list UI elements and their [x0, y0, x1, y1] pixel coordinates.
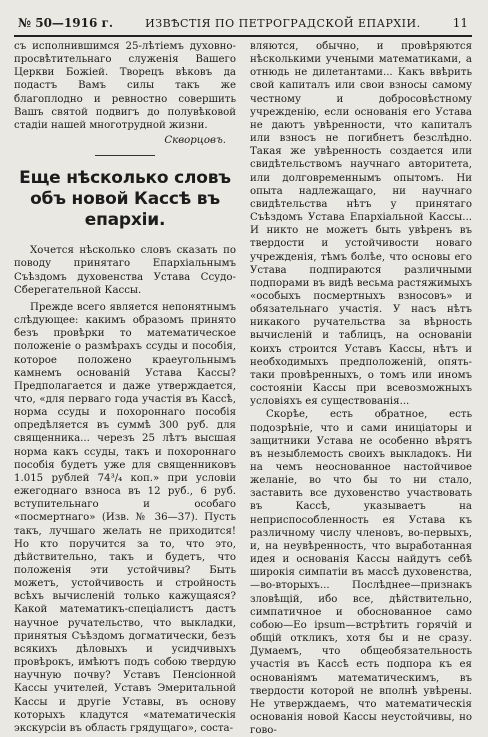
issue-number: № 50—1916 г.	[18, 16, 114, 30]
header-rule	[14, 35, 472, 37]
article-title: Еще нѣсколько словъ объ новой Кассѣ въ епархіи.	[19, 168, 231, 231]
page-number: 11	[452, 16, 468, 30]
signature: Скворцовъ.	[164, 135, 226, 147]
right-column	[250, 40, 472, 737]
intro-paragraph: съ исполнившимся 25-лѣтіемъ духовно-просвѣтительнаго служенія Вашего Церкви Божіей. Творецъ вѣковъ да подастъ Вамъ силы такъ же благоплодно и ревностно совершить Вашъ святой подвигъ до полувѣковой стадіи нашей многотрудной жизни.	[14, 41, 236, 131]
page-header	[14, 10, 472, 35]
section-divider	[95, 155, 155, 156]
running-title: ИЗВѢСТІЯ ПО ПЕТРОГРАДСКОЙ ЕПАРХІИ.	[145, 17, 421, 30]
article-paragraph: вляются, обычно, и провѣряются нѣсколькими учеными математиками, а отнюдь не дилетантами... Какъ ввѣрить свой капиталъ или свои взносы самому честному и добросовѣстному учрежденію, если основанія его Устава не даютъ увѣренности, что капиталъ или взносъ не погибнетъ безслѣдно. Такая же увѣренность создается или свидѣтельствомъ научнаго авторитета, или долговременнымъ опытомъ. Ни опыта надлежащаго, ни научнаго свидѣтельства нѣтъ у принятаго Съѣздомъ Устава Епархіальной Кассы... И никто не можетъ быть увѣренъ въ твердости и устойчивости новаго учрежденія, тѣмъ болѣе, что основы его Устава подпираются различными подпорами въ видѣ весьма растяжимыхъ «особыхъ посмертныхъ взносовъ» и обязательнаго участія. У насъ нѣтъ никакого ручательства за вѣрность вычисленій и таблицъ, на основаніи коихъ строится Уставъ Кассы, нѣтъ и необходимыхъ предположеній, опять-таки провѣренныхъ, о томъ или иномъ состояніи Кассы при всевозможныхъ условіяхъ ея существованія...	[250, 41, 472, 408]
text-columns	[14, 40, 472, 737]
left-column	[14, 40, 236, 737]
article-paragraph: Прежде всего является непонятнымъ слѣдующее: какимъ образомъ принято безъ провѣрки то математическое положеніе о размѣрахъ ссуды и пособія, которое положено краеугольнымъ камнемъ основаній Устава Кассы? Предполагается и даже утверждается, что, «для перваго года участія въ Кассѣ, норма ссуды и похороннаго пособія опредѣляется въ суммѣ 300 руб. для священника... черезъ 25 лѣтъ высшая норма какъ ссуды, такъ и похороннаго пособія будетъ уже для священниковъ 1.015 рублей 74³/₄ коп.» при условіи ежегоднаго взноса въ 12 руб., 6 руб. вступительнаго и особаго «посмертнаго» (Изв. № 36—37). Пусть такъ, лучшаго желать не приходится! Но кто поручится за то, что это, дѣйствительно, такъ и будетъ, что положенія эти устойчивы? Быть можетъ, устойчивость и стройность всѣхъ вычисленій только кажущаяся? Какой математикъ-спеціалистъ дастъ научное ручательство, что выкладки, принятыя Съѣздомъ догматически, безъ всякихъ дѣловыхъ и усидчивыхъ провѣрокъ, имѣютъ подъ собою твердую научную почву? Уставъ Пенсіонной Кассы учителей, Уставъ Эмеритальной Кассы и другіе Уставы, въ основу которыхъ кладутся «математическія экскурсіи въ область грядущаго», соста-	[14, 301, 236, 734]
article-paragraph: Хочется нѣсколько словъ сказать по поводу принятаго Епархіальнымъ Съѣздомъ духовенства Устава Ссудо-Сберегательной Кассы.	[14, 245, 236, 296]
article-paragraph: Скорѣе, есть обратное, есть подозрѣніе, что и сами иниціаторы и защитники Устава не особенно вѣрятъ въ незыблемость своихъ выкладокъ. Ни на чемъ неоснованное настойчивое желаніе, во что бы то ни стало, заставить все духовенство участвовать въ Кассѣ, указываетъ на неприспособленность ея Устава къ различному числу членовъ, во-первыхъ, и, на неувѣренность, что выработанная идея и основанія Кассы найдутъ себѣ широкія симпатіи въ массѣ духовенства,—во-вторыхъ... Послѣднее—признакъ зловѣщій, ибо все, дѣйствительно, симпатичное и обоснованное само собою—Ео ipsum—встрѣтить горячій и общій откликъ, хотя бы и не сразу. Думаемъ, что общеобязательность участія въ Кассѣ есть подпора къ ея основаніямъ математическимъ, въ твердости которой не вполнѣ увѣрены. Не утверждаемъ, что математическія основанія новой Кассы неустойчивы, но гово-	[250, 409, 472, 737]
